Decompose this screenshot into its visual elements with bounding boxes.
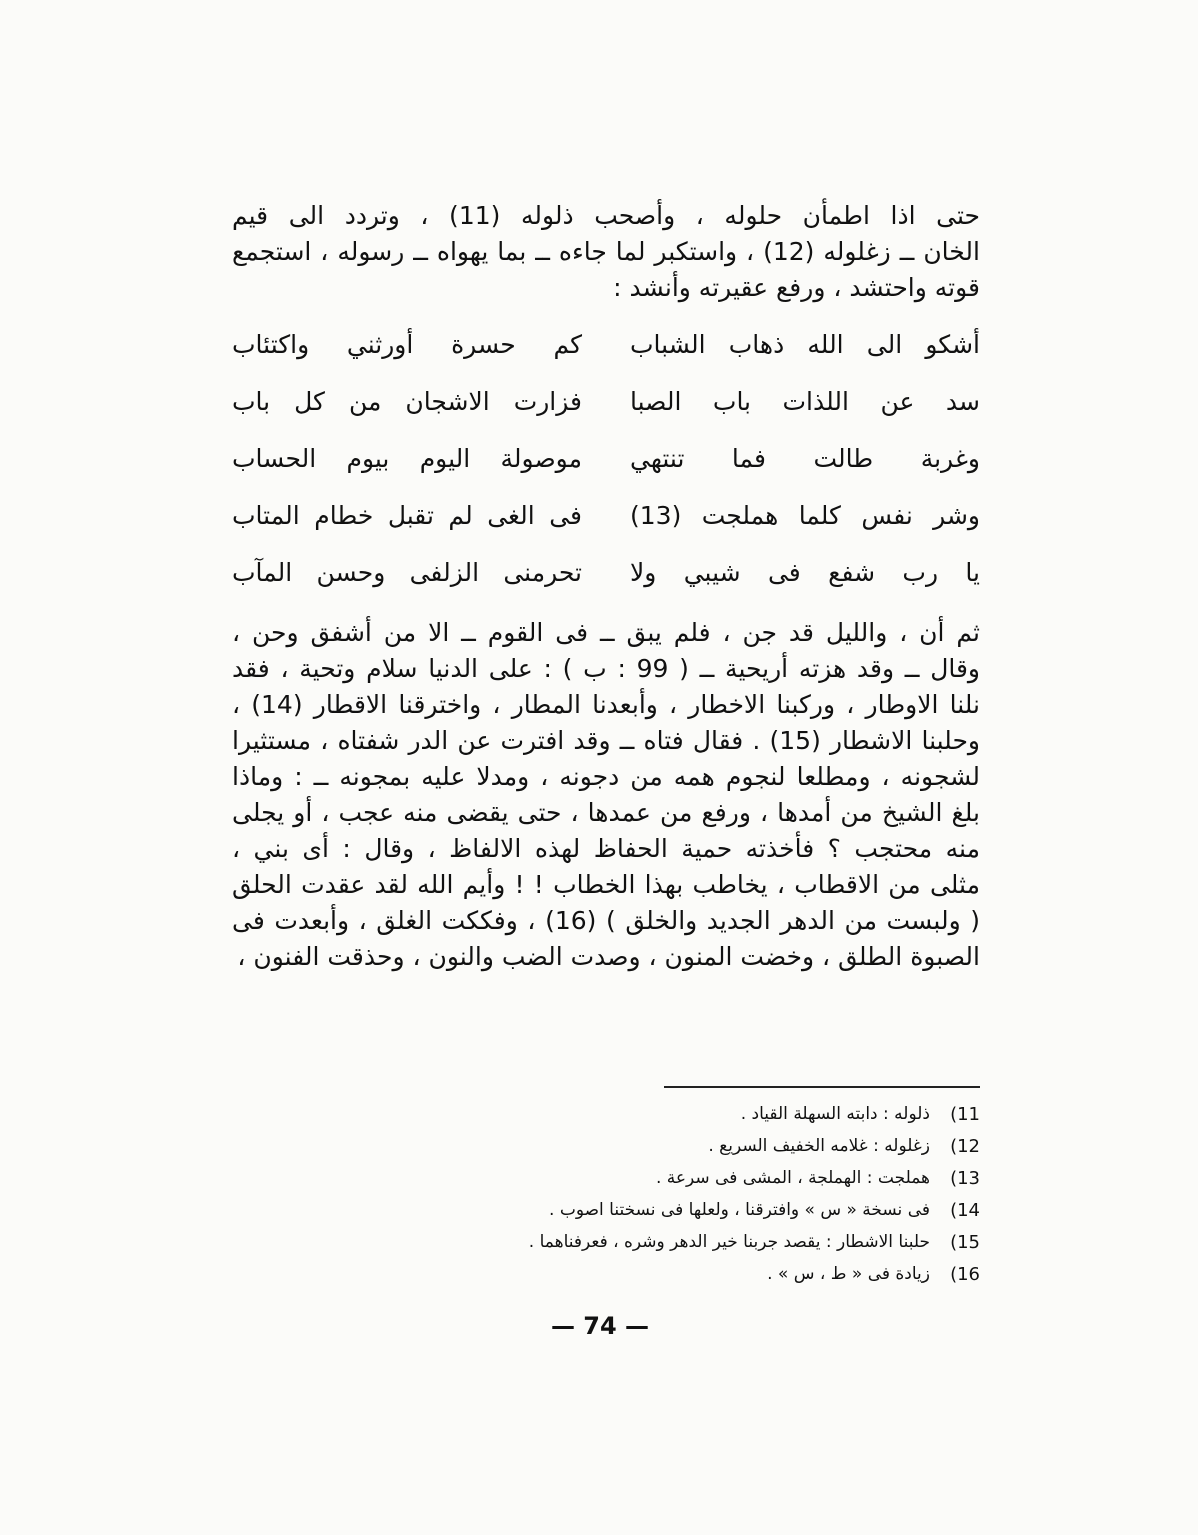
text-line: ( ولبست من الدهر الجديد والخلق ) (16) ، وفككت الغلق ، وأبعدت فى xyxy=(232,906,980,935)
page-body xyxy=(232,198,980,975)
footnote-text: حلبنا الاشطار : يقصد جربنا خير الدهر وشره ، فعرفناهما . xyxy=(528,1232,930,1252)
footnote xyxy=(420,1098,980,1130)
text-line: ثم أن ، والليل قد جن ، فلم يبق ــ فى القوم ــ الا من أشفق وحن ، xyxy=(232,618,980,647)
text-line: الصبوة الطلق ، وخضت المنون ، وصدت الضب والنون ، وحذقت الفنون ، xyxy=(237,942,980,971)
poem-verse xyxy=(232,544,980,601)
footnote-text: زيادة فى « ط ، س » . xyxy=(767,1264,930,1284)
poem xyxy=(232,316,980,601)
footnote-text: فى نسخة « س » وافترقنا ، ولعلها فى نسختنا اصوب . xyxy=(549,1200,930,1220)
footnote-number: 12) xyxy=(950,1135,980,1157)
poem-verse xyxy=(232,430,980,487)
footnote xyxy=(420,1162,980,1194)
verse-first-hemistich: سد عن اللذات باب الصبا xyxy=(630,387,980,416)
verse-first-hemistich: يا رب شفع فى شيبي ولا xyxy=(630,558,980,587)
text-line: وقال ــ وقد هزته أريحية ــ ( 99 : ب ) : على الدنيا سلام وتحية ، فقد xyxy=(232,654,980,683)
footnote-text: زغلوله : غلامه الخفيف السريع . xyxy=(708,1136,930,1156)
footnote-number: 13) xyxy=(950,1167,980,1189)
footnote-text: ذلوله : دابته السهلة القياد . xyxy=(740,1104,930,1124)
verse-second-hemistich: فزارت الاشجان من كل باب xyxy=(232,387,582,416)
footnote xyxy=(420,1226,980,1258)
text-line: قوته واحتشد ، ورفع عقيرته وأنشد : xyxy=(613,273,980,302)
verse-first-hemistich: وغربة طالت فما تنتهي xyxy=(630,444,980,473)
footnote-text: هملجت : الهملجة ، المشى فى سرعة . xyxy=(655,1168,930,1188)
text-line: وحلبنا الاشطار (15) . فقال فتاه ــ وقد افترت عن الدر شفتاه ، مستثيرا xyxy=(232,726,980,755)
text-line: لشجونه ، ومطلعا لنجوم همه من دجونه ، ومدلا عليه بمجونه ــ : وماذا xyxy=(232,762,980,791)
poem-verse xyxy=(232,316,980,373)
text-line: نلنا الاوطار ، وركبنا الاخطار ، وأبعدنا المطار ، واخترقنا الاقطار (14) ، xyxy=(232,690,980,719)
footnotes xyxy=(420,1098,980,1290)
verse-second-hemistich: موصولة اليوم بيوم الحساب xyxy=(232,444,582,473)
text-line: بلغ الشيخ من أمدها ، ورفع من عمدها ، حتى يقضى منه عجب ، أو يجلى xyxy=(232,798,980,827)
poem-verse xyxy=(232,373,980,430)
footnote-divider xyxy=(664,1086,980,1088)
footnote xyxy=(420,1258,980,1290)
footnote-number: 15) xyxy=(950,1231,980,1253)
text-line: الخان ــ زغلوله (12) ، واستكبر لما جاءه ــ بما يهواه ــ رسوله ، استجمع xyxy=(232,237,980,266)
poem-verse xyxy=(232,487,980,544)
verse-second-hemistich: تحرمنى الزلفى وحسن المآب xyxy=(232,558,582,587)
page-number: — 74 — xyxy=(550,1312,650,1340)
footnote-number: 14) xyxy=(950,1199,980,1221)
verse-second-hemistich: فى الغى لم تقبل خطام المتاب xyxy=(232,501,582,530)
text-line: مثلى من الاقطاب ، يخاطب بهذا الخطاب ! ! وأيم الله لقد عقدت الحلق xyxy=(232,870,980,899)
text-line: حتى اذا اطمأن حلوله ، وأصحب ذلوله (11) ، وتردد الى قيم xyxy=(232,201,980,230)
footnote-number: 11) xyxy=(950,1103,980,1125)
footnote xyxy=(420,1130,980,1162)
verse-first-hemistich: أشكو الى الله ذهاب الشباب xyxy=(630,330,980,359)
footnote-number: 16) xyxy=(950,1263,980,1285)
text-line: منه محتجب ؟ فأخذته حمية الحفاظ لهذه الالفاظ ، وقال : أى بني ، xyxy=(232,834,980,863)
verse-second-hemistich: كم حسرة أورثني واكتئاب xyxy=(232,330,582,359)
verse-first-hemistich: وشر نفس كلما هملجت (13) xyxy=(630,501,980,530)
footnote xyxy=(420,1194,980,1226)
paragraph-1 xyxy=(232,198,980,306)
paragraph-2 xyxy=(232,615,980,975)
